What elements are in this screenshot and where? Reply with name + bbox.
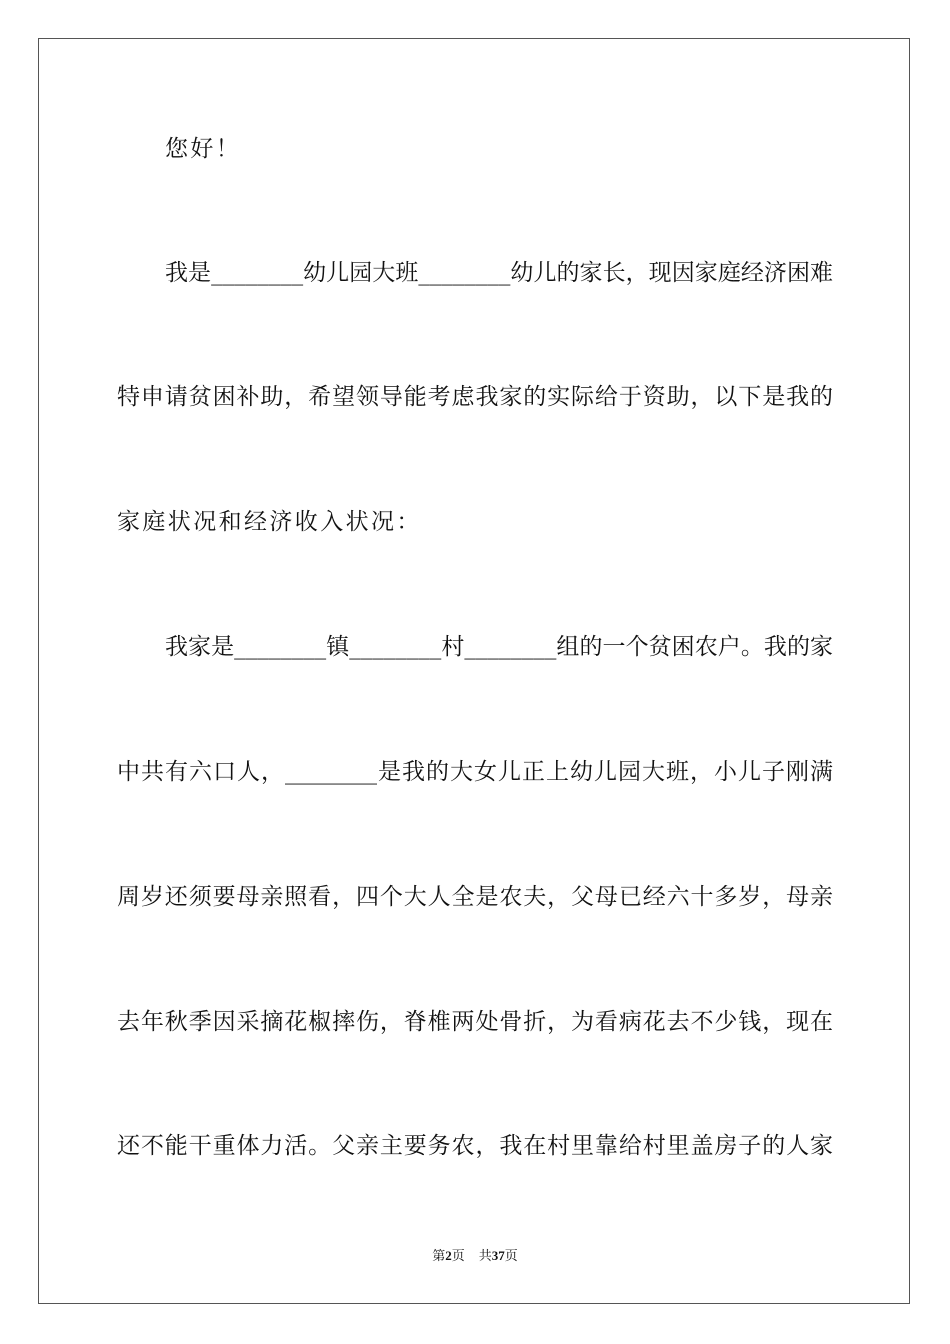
body-line-6: 周岁还须要母亲照看，四个大人全是农夫，父母已经六十多岁，母亲 bbox=[117, 884, 833, 910]
body-line-2: 特申请贫困补助，希望领导能考虑我家的实际给于资助，以下是我的 bbox=[117, 384, 833, 410]
page-suffix: 页 bbox=[451, 1248, 465, 1263]
body-line-4: 我家是________镇________村________组的一个贫困农户。我的家 bbox=[165, 634, 833, 660]
total-prefix: 共 bbox=[478, 1248, 492, 1263]
greeting-line: 您好！ bbox=[165, 136, 242, 162]
page-prefix: 第 bbox=[432, 1248, 446, 1263]
total-suffix: 页 bbox=[504, 1248, 518, 1263]
body-line-7: 去年秋季因采摘花椒摔伤，脊椎两处骨折，为看病花去不少钱，现在 bbox=[117, 1009, 833, 1035]
page-number: 2 bbox=[445, 1248, 452, 1263]
page-footer bbox=[0, 1248, 950, 1264]
total-pages: 37 bbox=[491, 1248, 505, 1263]
body-line-8: 还不能干重体力活。父亲主要务农，我在村里靠给村里盖房子的人家 bbox=[117, 1133, 833, 1159]
body-line-3: 家庭状况和经济收入状况： bbox=[117, 509, 422, 535]
body-line-5: 中共有六口人，________是我的大女儿正上幼儿园大班，小儿子刚满 bbox=[117, 759, 833, 785]
body-line-1: 我是________幼儿园大班________幼儿的家长，现因家庭经济困难 bbox=[165, 260, 833, 286]
page-border bbox=[38, 38, 910, 1304]
